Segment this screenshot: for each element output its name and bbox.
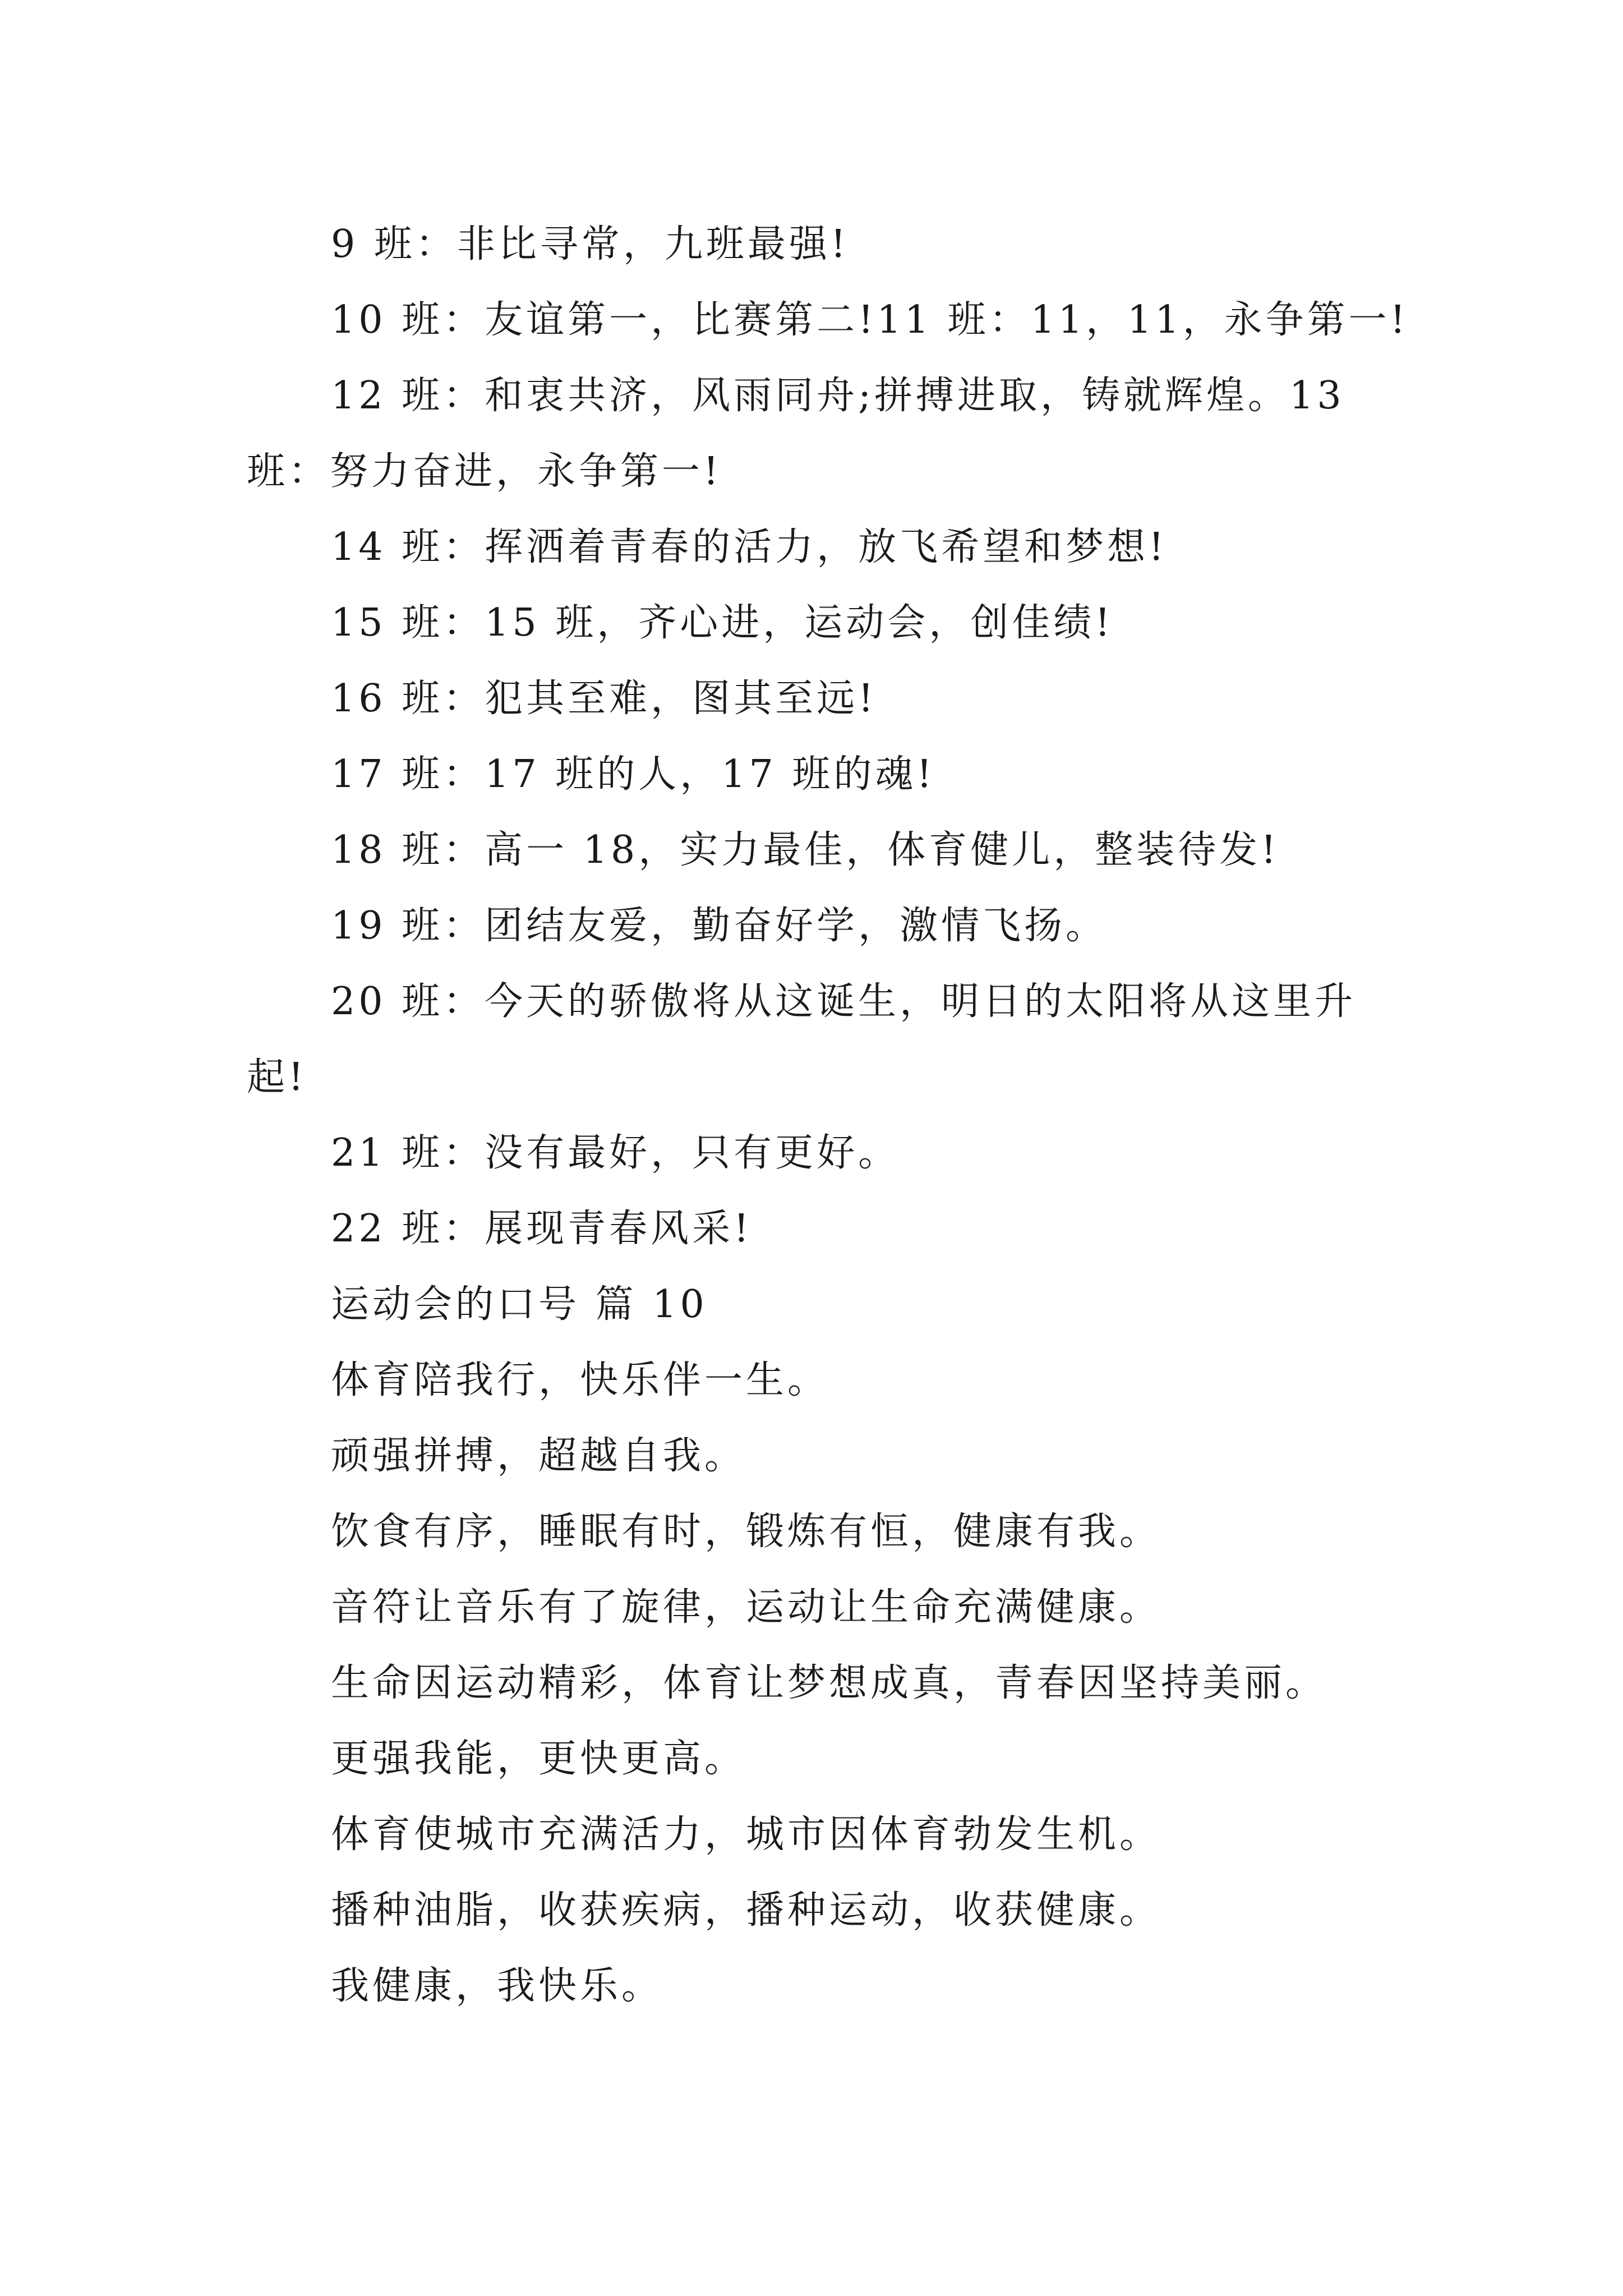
slogan-line: 生命因运动精彩，体育让梦想成真，青春因坚持美丽。 (331, 1661, 1327, 1705)
text-line-class-19: 19 班：团结友爱，勤奋好学，激情飞扬。 (331, 904, 1108, 948)
text-line-class-12-13: 12 班：和衷共济，风雨同舟;拼搏进取，铸就辉煌。13 (331, 374, 1345, 418)
text-line-class-17: 17 班：17 班的人，17 班的魂! (331, 752, 935, 797)
text-line-class-20: 20 班：今天的骄傲将从这诞生，明日的太阳将从这里升 (331, 979, 1357, 1024)
slogan-line: 饮食有序，睡眠有时，锻炼有恒，健康有我。 (331, 1510, 1161, 1554)
text-line-class-14: 14 班：挥洒着青春的活力，放飞希望和梦想! (331, 525, 1168, 569)
slogan-line: 更强我能，更快更高。 (331, 1737, 746, 1781)
text-line-class-13-cont: 班：努力奋进，永争第一! (247, 449, 722, 494)
slogan-line: 播种油脂，收获疾病，播种运动，收获健康。 (331, 1888, 1161, 1932)
text-line-class-18: 18 班：高一 18，实力最佳，体育健儿，整装待发! (331, 828, 1280, 872)
text-line-class-22: 22 班：展现青春风采! (331, 1207, 753, 1251)
text-line-class-9: 9 班：非比寻常，九班最强! (331, 222, 850, 266)
slogan-line: 音符让音乐有了旋律，运动让生命充满健康。 (331, 1585, 1161, 1630)
text-line-class-20-cont: 起! (247, 1055, 307, 1099)
text-line-class-16: 16 班：犯其至难，图其至远! (331, 677, 877, 721)
slogan-line: 顽强拼搏，超越自我。 (331, 1434, 746, 1478)
section-heading: 运动会的口号 篇 10 (331, 1282, 708, 1327)
slogan-line: 我健康，我快乐。 (331, 1964, 663, 2008)
slogan-line: 体育陪我行，快乐伴一生。 (331, 1358, 829, 1402)
slogan-line: 体育使城市充满活力，城市因体育勃发生机。 (331, 1812, 1161, 1857)
text-line-class-21: 21 班：没有最好，只有更好。 (331, 1131, 900, 1175)
text-line-class-15: 15 班：15 班，齐心进，运动会，创佳绩! (331, 601, 1114, 645)
text-line-class-10-11: 10 班：友谊第一，比赛第二!11 班：11，11，永争第一! (331, 298, 1409, 342)
